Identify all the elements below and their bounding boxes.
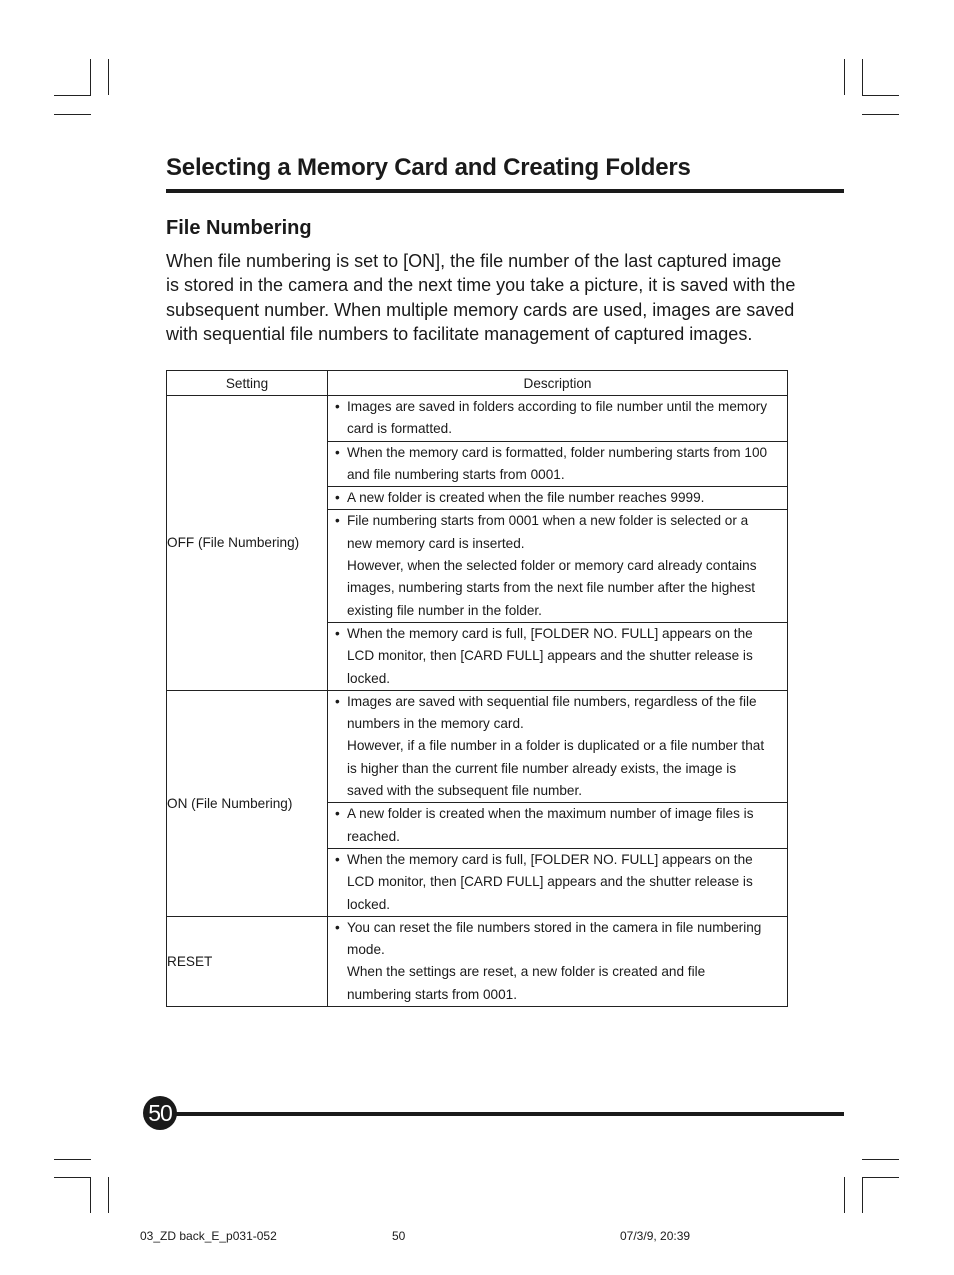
bullet-marker: • — [335, 693, 340, 709]
description-line: When the memory card is full, [FOLDER NO. FULL] appears on the — [347, 625, 753, 641]
description-line: Images are saved in folders according to file number until the memory — [347, 399, 768, 414]
intro-line: with sequential file numbers to facilitate management of captured images. — [166, 324, 753, 345]
bullet-marker: • — [335, 513, 340, 529]
footer-timestamp: 07/3/9, 20:39 — [620, 1229, 691, 1243]
file-numbering-table — [166, 370, 788, 1007]
intro-line: is stored in the camera and the next time you take a picture, it is saved with the — [166, 275, 796, 296]
description-column-header: Description — [328, 371, 788, 396]
intro-line: subsequent number. When multiple memory cards are used, images are saved — [166, 299, 795, 320]
table-row — [167, 690, 788, 802]
description-line: You can reset the file numbers stored in the camera in file numbering — [347, 919, 762, 935]
page-title: Selecting a Memory Card and Creating Folders — [166, 154, 691, 181]
description-line: existing file number in the folder. — [347, 602, 542, 618]
description-cell — [328, 803, 788, 849]
description-line: mode. — [347, 942, 385, 958]
table-header-row — [167, 371, 788, 396]
description-line: However, if a file number in a folder is duplicated or a file number that — [347, 738, 765, 754]
bullet-marker: • — [335, 851, 340, 867]
bullet-marker: • — [335, 399, 340, 414]
description-line: is higher than the current file number already exists, the image is — [347, 760, 737, 776]
setting-cell: OFF (File Numbering) — [167, 396, 328, 691]
description-line: When the memory card is full, [FOLDER NO. FULL] appears on the — [347, 851, 753, 867]
description-cell — [328, 487, 788, 510]
description-cell — [328, 396, 788, 442]
description-line: When the memory card is formatted, folder numbering starts from 100 — [347, 444, 768, 460]
description-line: and file numbering starts from 0001. — [347, 466, 565, 482]
bullet-marker: • — [335, 919, 340, 935]
setting-cell: ON (File Numbering) — [167, 690, 328, 916]
page-number-badge: 50 — [143, 1096, 177, 1130]
description-cell — [328, 510, 788, 622]
description-line: reached. — [347, 828, 400, 844]
footer-file-name: 03_ZD back_E_p031-052 — [140, 1229, 277, 1243]
description-line: numbers in the memory card. — [347, 716, 524, 732]
setting-cell: RESET — [167, 916, 328, 1006]
description-line: File numbering starts from 0001 when a new folder is selected or a — [347, 513, 749, 529]
page-footer-rule — [176, 1112, 844, 1116]
description-line: images, numbering starts from the next file number after the highest — [347, 580, 756, 596]
description-line: A new folder is created when the maximum number of image files is — [347, 806, 754, 822]
description-line: Images are saved with sequential file numbers, regardless of the file — [347, 693, 757, 709]
description-line: card is formatted. — [347, 421, 453, 437]
bullet-marker: • — [335, 625, 340, 641]
description-cell — [328, 848, 788, 916]
table-body — [167, 396, 788, 1007]
description-line: locked. — [347, 896, 391, 912]
table-row — [167, 916, 788, 1006]
footer-page-number: 50 — [392, 1229, 406, 1243]
description-cell — [328, 622, 788, 690]
title-rule — [166, 189, 844, 193]
bullet-marker: • — [335, 806, 340, 822]
intro-paragraph — [166, 249, 806, 347]
bullet-marker: • — [335, 490, 340, 506]
description-line: When the settings are reset, a new folder is created and file — [347, 964, 706, 980]
description-line: numbering starts from 0001. — [347, 986, 518, 1002]
description-line: new memory card is inserted. — [347, 535, 525, 551]
intro-line: When file numbering is set to [ON], the file number of the last captured image — [166, 251, 782, 271]
description-line: A new folder is created when the file number reaches 9999. — [347, 490, 705, 506]
description-line: locked. — [347, 670, 391, 686]
section-heading: File Numbering — [166, 217, 312, 239]
description-line: LCD monitor, then [CARD FULL] appears and the shutter release is — [347, 648, 753, 664]
description-line: saved with the subsequent file number. — [347, 783, 583, 799]
description-cell — [328, 916, 788, 1006]
setting-column-header: Setting — [167, 371, 328, 396]
description-line: LCD monitor, then [CARD FULL] appears and the shutter release is — [347, 874, 753, 890]
table-row — [167, 396, 788, 442]
description-line: However, when the selected folder or memory card already contains — [347, 558, 757, 574]
bullet-marker: • — [335, 444, 340, 460]
description-cell — [328, 690, 788, 802]
description-cell — [328, 441, 788, 487]
